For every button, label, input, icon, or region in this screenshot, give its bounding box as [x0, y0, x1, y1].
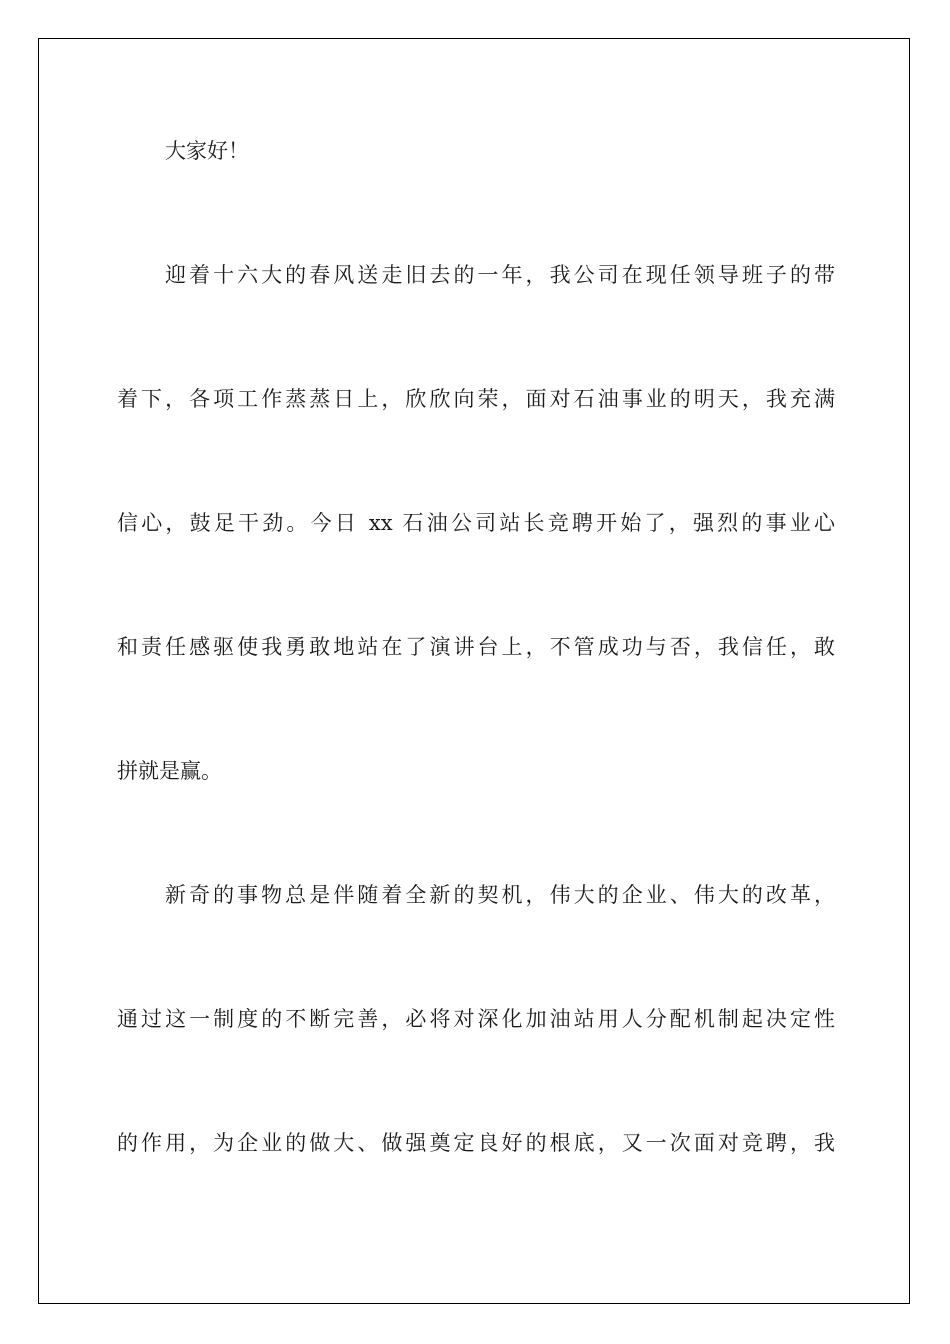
paragraph-1-line-1: 迎着十六大的春风送走旧去的一年，我公司在现任领导班子的带 [165, 263, 835, 287]
paragraph-1-line-2: 着下，各项工作蒸蒸日上，欣欣向荣，面对石油事业的明天，我充满 [117, 387, 835, 411]
paragraph-1-line-5: 拼就是赢。 [117, 759, 222, 783]
paragraph-2-line-3: 的作用，为企业的做大、做强奠定良好的根底，又一次面对竞聘，我 [117, 1131, 835, 1155]
greeting-text: 大家好！ [165, 139, 249, 163]
paragraph-2-line-1: 新奇的事物总是伴随着全新的契机，伟大的企业、伟大的改革， [165, 883, 835, 907]
paragraph-2-line-2: 通过这一制度的不断完善，必将对深化加油站用人分配机制起决定性 [117, 1007, 835, 1031]
page-border [38, 38, 910, 1304]
paragraph-1-line-4: 和责任感驱使我勇敢地站在了演讲台上，不管成功与否，我信任，敢 [117, 635, 835, 659]
paragraph-1-line-3: 信心，鼓足干劲。今日 xx 石油公司站长竞聘开始了，强烈的事业心 [117, 511, 835, 535]
